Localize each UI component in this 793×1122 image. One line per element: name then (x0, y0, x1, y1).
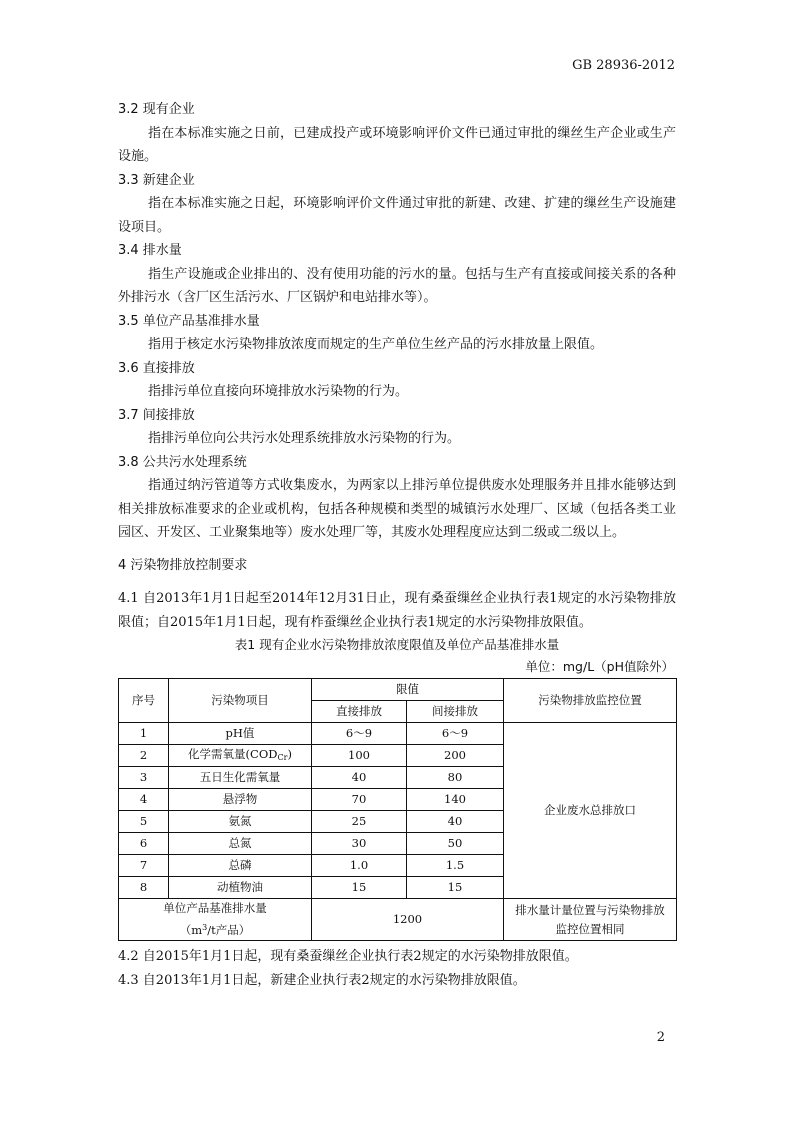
row-item: 氨氮 (169, 811, 312, 833)
row-no: 6 (119, 833, 169, 855)
row-no: 3 (119, 767, 169, 789)
section-paragraph: 指通过纳污管道等方式收集废水，为两家以上排污单位提供废水处理服务并且排水能够达到相关排放标准要求的企业或机构，包括各种规模和类型的城镇污水处理厂、区域（包括各类工业园区、开发区、工业聚集地等）废水处理厂等，其废水处理程度应达到二级或二级以上。 (118, 478, 676, 540)
row-no: 7 (119, 855, 169, 877)
row-indirect: 200 (407, 745, 504, 767)
clause-4-3: 4.3 自2013年1月1日起，新建企业执行表2规定的水污染物排放限值。 (118, 972, 526, 988)
section-paragraph: 指排污单位直接向环境排放水污染物的行为。 (148, 384, 409, 399)
section-paragraph: 指用于核定水污染物排放浓度而规定的生产单位生丝产品的污水排放量上限值。 (148, 337, 604, 352)
header-limit: 限值 (312, 679, 504, 701)
table-unit: 单位：mg/L（pH值除外） (525, 659, 674, 674)
row-indirect: 15 (407, 877, 504, 899)
section-heading: 3.8 公共污水处理系统 (118, 454, 247, 470)
header-no: 序号 (119, 679, 169, 723)
row-direct: 100 (312, 745, 407, 767)
base-drainage-value: 1200 (312, 899, 504, 941)
row-direct: 40 (312, 767, 407, 789)
row-item (169, 745, 312, 767)
monitor-location: 企业废水总排放口 (504, 723, 677, 899)
row-direct: 15 (312, 877, 407, 899)
base-drainage-row (119, 899, 677, 941)
row-indirect: 80 (407, 767, 504, 789)
header-direct: 直接排放 (312, 701, 407, 723)
section-heading: 3.6 直接排放 (118, 360, 195, 376)
unit-suffix: /t产品） (207, 923, 251, 937)
row-item: pH值 (169, 723, 312, 745)
row-indirect: 140 (407, 789, 504, 811)
section-paragraph: 指在本标准实施之日前，已建成投产或环境影响评价文件已通过审批的缫丝生产企业或生产设施。 (118, 125, 676, 164)
row-item: 动植物油 (169, 877, 312, 899)
row-no: 8 (119, 877, 169, 899)
section-heading: 3.2 现有企业 (118, 102, 195, 117)
unit-superscript: 3 (202, 923, 208, 932)
row-no: 1 (119, 723, 169, 745)
row-item: 总磷 (169, 855, 312, 877)
base-drainage-label-line1: 单位产品基准排水量 (163, 901, 267, 915)
clause-4-1: 4.1 自2013年1月1日起至2014年12月31日止，现有桑蚕缫丝企业执行表1规定的水污染物排放限值；自2015年1月1日起，现有柞蚕缫丝企业执行表1规定的水污染物排放限值。 (118, 591, 676, 630)
section-paragraph: 指在本标准实施之日起，环境影响评价文件通过审批的新建、改建、扩建的缫丝生产设施建设项目。 (118, 196, 676, 235)
section-paragraph: 指排污单位向公共污水处理系统排放水污染物的行为。 (148, 431, 461, 446)
row-indirect: 6～9 (407, 723, 504, 745)
section-heading: 3.7 间接排放 (118, 407, 195, 423)
header-monitor: 污染物排放监控位置 (504, 679, 677, 723)
chapter-heading: 4 污染物排放控制要求 (118, 557, 248, 573)
row-indirect: 50 (407, 833, 504, 855)
row-item: 五日生化需氧量 (169, 767, 312, 789)
section-paragraph: 指生产设施或企业排出的、没有使用功能的污水的量。包括与生产有直接或间接关系的各种外排污水（含厂区生活污水、厂区锅炉和电站排水等）。 (118, 266, 676, 305)
page-number: 2 (656, 1030, 665, 1045)
row-direct: 1.0 (312, 855, 407, 877)
row-direct: 25 (312, 811, 407, 833)
table-caption: 表1 现有企业水污染物排放浓度限值及单位产品基准排水量 (234, 637, 560, 652)
table-row (119, 723, 677, 745)
row-item: 悬浮物 (169, 789, 312, 811)
section-heading: 3.4 排水量 (118, 243, 182, 258)
row-item: 总氮 (169, 833, 312, 855)
row-direct: 6～9 (312, 723, 407, 745)
base-drainage-label-line2 (119, 918, 311, 940)
section-heading: 3.5 单位产品基准排水量 (118, 313, 260, 329)
header-item: 污染物项目 (169, 679, 312, 723)
emission-limits-table (118, 678, 677, 941)
row-indirect: 1.5 (407, 855, 504, 877)
row-no: 4 (119, 789, 169, 811)
clause-4-2: 4.2 自2015年1月1日起，现有桑蚕缫丝企业执行表2规定的水污染物排放限值。 (118, 949, 578, 964)
standard-number: GB 28936-2012 (572, 58, 675, 73)
header-indirect: 间接排放 (407, 701, 504, 723)
section-heading: 3.3 新建企业 (118, 172, 195, 188)
row-no: 2 (119, 745, 169, 767)
base-drainage-label (119, 899, 312, 941)
base-drainage-monitor-line1: 排水量计量位置与污染物排放 (515, 902, 665, 917)
document-body (118, 98, 676, 992)
row-item-tail: ) (287, 746, 292, 761)
row-no: 5 (119, 811, 169, 833)
row-indirect: 40 (407, 811, 504, 833)
base-drainage-monitor-line2: 监控位置相同 (555, 921, 625, 936)
row-direct: 70 (312, 789, 407, 811)
row-direct: 30 (312, 833, 407, 855)
base-drainage-monitor (504, 899, 677, 941)
row-item-subscript: Cr (277, 752, 288, 762)
unit-prefix: （m (179, 923, 203, 937)
row-item-text: 化学需氧量(COD (188, 746, 278, 761)
